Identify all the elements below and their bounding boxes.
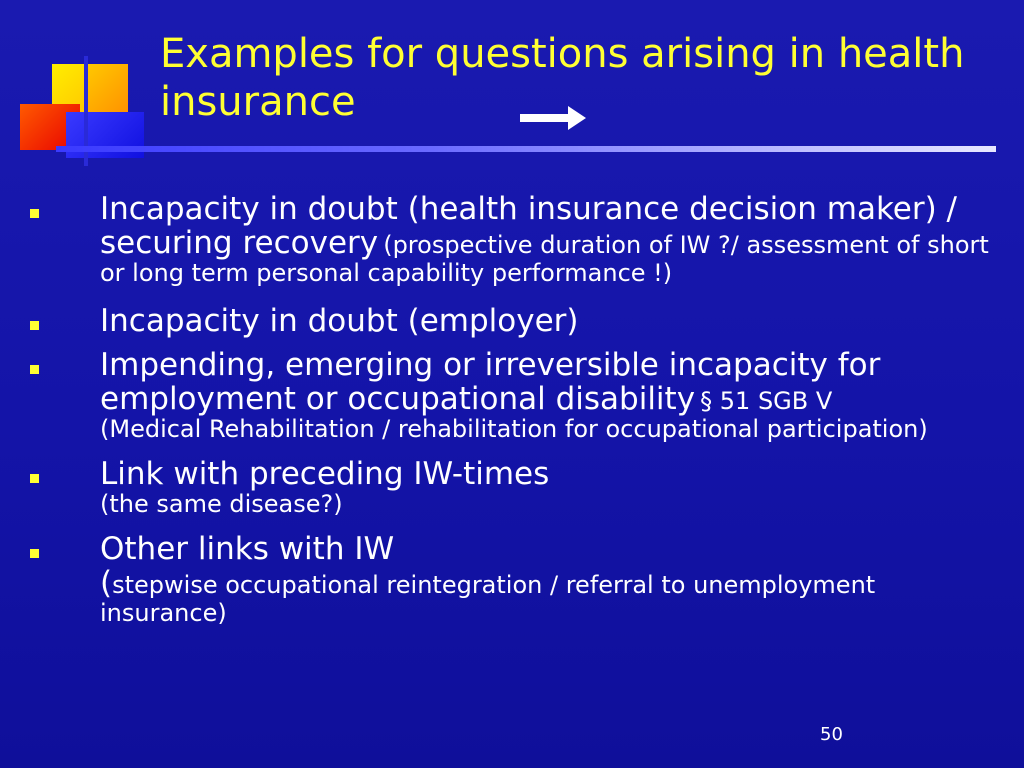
bullet-detail-text: (prospective duration of IW ?/ assessment of short or long term personal capability performance !) <box>100 231 989 287</box>
list-item <box>30 304 1000 338</box>
bullet-main-text: Other links with IW <box>100 531 395 567</box>
bullet-detail-text: (the same disease?) <box>100 490 343 518</box>
page-number: 50 <box>820 724 843 745</box>
decorative-squares-logo <box>0 0 160 170</box>
bullet-marker <box>30 549 39 558</box>
bullet-main-text: Impending, emerging or irreversible incapacity for employment or occupational disability <box>100 347 881 417</box>
right-arrow-icon <box>520 106 586 130</box>
orange-square <box>88 64 128 116</box>
bullet-marker <box>30 321 39 330</box>
slide-title: Examples for questions arising in health insurance <box>160 31 965 125</box>
bullet-detail-text: (Medical Rehabilitation / rehabilitation for occupational participation) <box>100 415 928 443</box>
list-item <box>30 192 1000 287</box>
bullet-marker <box>30 209 39 218</box>
bullet-open-paren: ( <box>100 565 113 601</box>
bullet-main-text: Link with preceding IW-times <box>100 456 550 492</box>
bullet-main-text: Incapacity in doubt (health insurance decision maker) / securing recovery <box>100 191 957 261</box>
title-underline <box>56 146 996 152</box>
bullet-main-text: Incapacity in doubt (employer) <box>100 303 579 339</box>
bullet-reference: § 51 SGB V <box>700 387 833 415</box>
list-item <box>30 457 1000 518</box>
list-item <box>30 348 1000 443</box>
bullet-list <box>30 192 1000 627</box>
bullet-marker <box>30 365 39 374</box>
bullet-marker <box>30 474 39 483</box>
list-item <box>30 532 1000 627</box>
bullet-detail-text: stepwise occupational reintegration / referral to unemployment insurance) <box>100 571 876 627</box>
